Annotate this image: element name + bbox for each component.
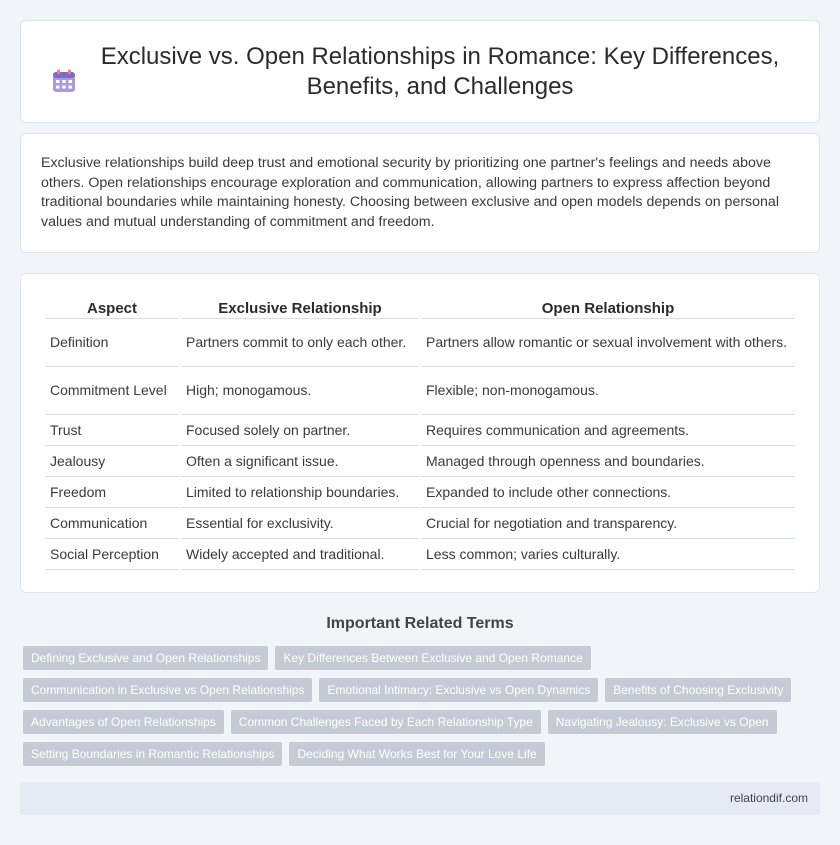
- related-tag[interactable]: Benefits of Choosing Exclusivity: [605, 678, 791, 702]
- aspect-cell: Commitment Level: [45, 367, 179, 415]
- exclusive-cell: Essential for exclusivity.: [181, 508, 419, 539]
- table-row: [45, 477, 795, 508]
- table-row: [45, 319, 795, 367]
- page-title: Exclusive vs. Open Relationships in Romance: Key Differences, Benefits, and Challenges: [100, 42, 780, 100]
- aspect-cell: Communication: [45, 508, 179, 539]
- related-terms-heading: Important Related Terms: [326, 615, 514, 632]
- aspect-cell: Jealousy: [45, 446, 179, 477]
- header-exclusive: Exclusive Relationship: [181, 294, 419, 319]
- table-row: [45, 415, 795, 446]
- header-aspect: Aspect: [45, 294, 179, 319]
- related-tag[interactable]: Advantages of Open Relationships: [23, 710, 224, 734]
- open-cell: Flexible; non-monogamous.: [421, 367, 795, 415]
- header-open: Open Relationship: [421, 294, 795, 319]
- table-row: [45, 446, 795, 477]
- aspect-cell: Freedom: [45, 477, 179, 508]
- title-card: [20, 20, 820, 123]
- comparison-table: [43, 294, 797, 570]
- exclusive-cell: High; monogamous.: [181, 367, 419, 415]
- open-cell: Expanded to include other connections.: [421, 477, 795, 508]
- intro-card: [20, 133, 820, 253]
- exclusive-cell: Focused solely on partner.: [181, 415, 419, 446]
- related-tag[interactable]: Defining Exclusive and Open Relationships: [23, 646, 268, 670]
- calendar-icon: [51, 68, 77, 94]
- aspect-cell: Social Perception: [45, 539, 179, 570]
- table-row: [45, 367, 795, 415]
- title-wrap: [21, 42, 819, 102]
- open-cell: Crucial for negotiation and transparency.: [421, 508, 795, 539]
- open-cell: Partners allow romantic or sexual involvement with others.: [421, 319, 795, 367]
- aspect-cell: Definition: [45, 319, 179, 367]
- open-cell: Requires communication and agreements.: [421, 415, 795, 446]
- related-tag[interactable]: Deciding What Works Best for Your Love Life: [289, 742, 544, 766]
- exclusive-cell: Limited to relationship boundaries.: [181, 477, 419, 508]
- footer: [20, 782, 820, 815]
- related-terms-list: [23, 646, 823, 766]
- related-tag[interactable]: Communication in Exclusive vs Open Relationships: [23, 678, 312, 702]
- related-tag[interactable]: Key Differences Between Exclusive and Open Romance: [275, 646, 590, 670]
- open-cell: Managed through openness and boundaries.: [421, 446, 795, 477]
- related-tag[interactable]: Emotional Intimacy: Exclusive vs Open Dynamics: [319, 678, 598, 702]
- exclusive-cell: Widely accepted and traditional.: [181, 539, 419, 570]
- table-row: [45, 539, 795, 570]
- related-tag[interactable]: Setting Boundaries in Romantic Relationships: [23, 742, 282, 766]
- intro-paragraph: Exclusive relationships build deep trust and emotional security by prioritizing one partner's feelings and needs above others. Open relationships encourage exploration and communication, allowing partners to express affection beyond traditional boundaries while maintaining honesty. Choosing between exclusive and open models depends on personal values and mutual understanding of commitment and freedom.: [41, 155, 779, 230]
- exclusive-cell: Often a significant issue.: [181, 446, 419, 477]
- related-tag[interactable]: Common Challenges Faced by Each Relationship Type: [231, 710, 541, 734]
- aspect-cell: Trust: [45, 415, 179, 446]
- footer-site-link[interactable]: relationdif.com: [729, 791, 808, 805]
- table-row: [45, 508, 795, 539]
- comparison-table-card: [20, 273, 820, 593]
- table-header-row: [45, 294, 795, 319]
- exclusive-cell: Partners commit to only each other.: [181, 319, 419, 367]
- related-tag[interactable]: Navigating Jealousy: Exclusive vs Open: [548, 710, 777, 734]
- open-cell: Less common; varies culturally.: [421, 539, 795, 570]
